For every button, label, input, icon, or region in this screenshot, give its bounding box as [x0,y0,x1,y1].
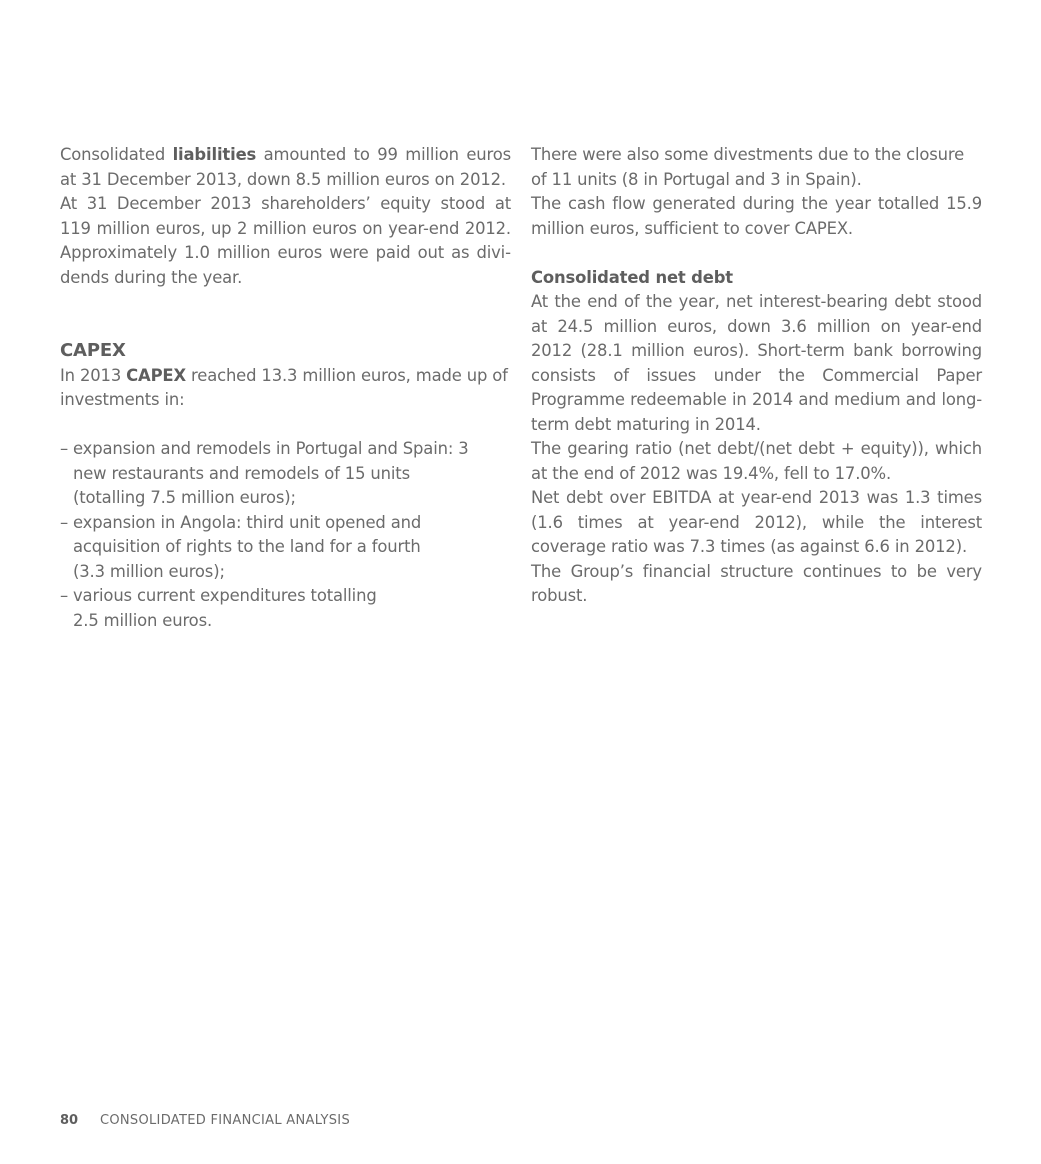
liabilities-bold-term: liabilities [172,145,257,164]
spacer [531,241,982,266]
liabilities-text-post: amounted to 99 million euros at 31 December 2013, down 8.5 million euros on 2012. [60,145,511,189]
spacer [60,290,511,339]
liabilities-text-pre: Consolidated [60,145,173,164]
left-column [60,143,511,633]
right-column [531,143,982,609]
capex-list-item [60,437,473,511]
capex-intro-post: reached 13.3 million euros, made up of investments in: [60,365,508,409]
capex-item-text: expansion and remodels in Portugal and Spain: 3 new restaurants and remodels of 15 units (totalling 7.5 million euros); [73,439,469,507]
capex-list-item [60,511,443,585]
capex-heading: CAPEX [60,340,126,361]
ebitda-paragraph: Net debt over EBITDA at year-end 2013 was 1.3 times (1.6 times at year-end 2012), while the interest coverage ratio was 7.3 times (as against 6.6 in 2012). [531,488,982,556]
financial-structure-paragraph: The Group’s financial structure continues to be very robust. [531,561,982,605]
capex-intro-paragraph [60,364,511,413]
section-title: CONSOLIDATED FINANCIAL ANALYSIS [100,1113,350,1128]
capex-intro-bold-term: CAPEX [126,365,186,385]
spacer [60,413,511,438]
cash-flow-paragraph: The cash flow generated during the year totalled 15.9 million euros, sufficient to cover CAPEX. [531,194,982,238]
page-number: 80 [60,1113,79,1128]
divestments-paragraph: There were also some divestments due to the closure of 11 units (8 in Portugal and 3 in Spain). [531,145,965,189]
capex-list-item [60,584,403,633]
equity-paragraph: At 31 December 2013 shareholders’ equity stood at 119 million euros, up 2 million euros on year-end 2012. Approximately 1.0 million euros were paid out as dividends during the year. [60,194,511,287]
gearing-paragraph: The gearing ratio (net debt/(net debt + equity)), which at the end of 2012 was 19.4%, fell to 17.0%. [531,439,982,483]
capex-list [60,437,511,633]
page-footer [60,1112,350,1130]
capex-item-text: various current expenditures totalling 2.5 million euros. [73,586,377,630]
capex-item-text: expansion in Angola: third unit opened and acquisition of rights to the land for a fourth (3.3 million euros); [73,512,422,581]
liabilities-paragraph [60,143,511,192]
capex-intro-pre: In 2013 [60,365,127,385]
net-debt-heading: Consolidated net debt [531,267,733,287]
net-debt-paragraph: At the end of the year, net interest-bearing debt stood at 24.5 million euros, down 3.6 million on year-end 2012 (28.1 million euros). Short-term bank borrowing consists of issues under the Commercial Paper Programme redeemable in 2014 and medium and long-term debt maturing in 2014. [531,292,982,434]
